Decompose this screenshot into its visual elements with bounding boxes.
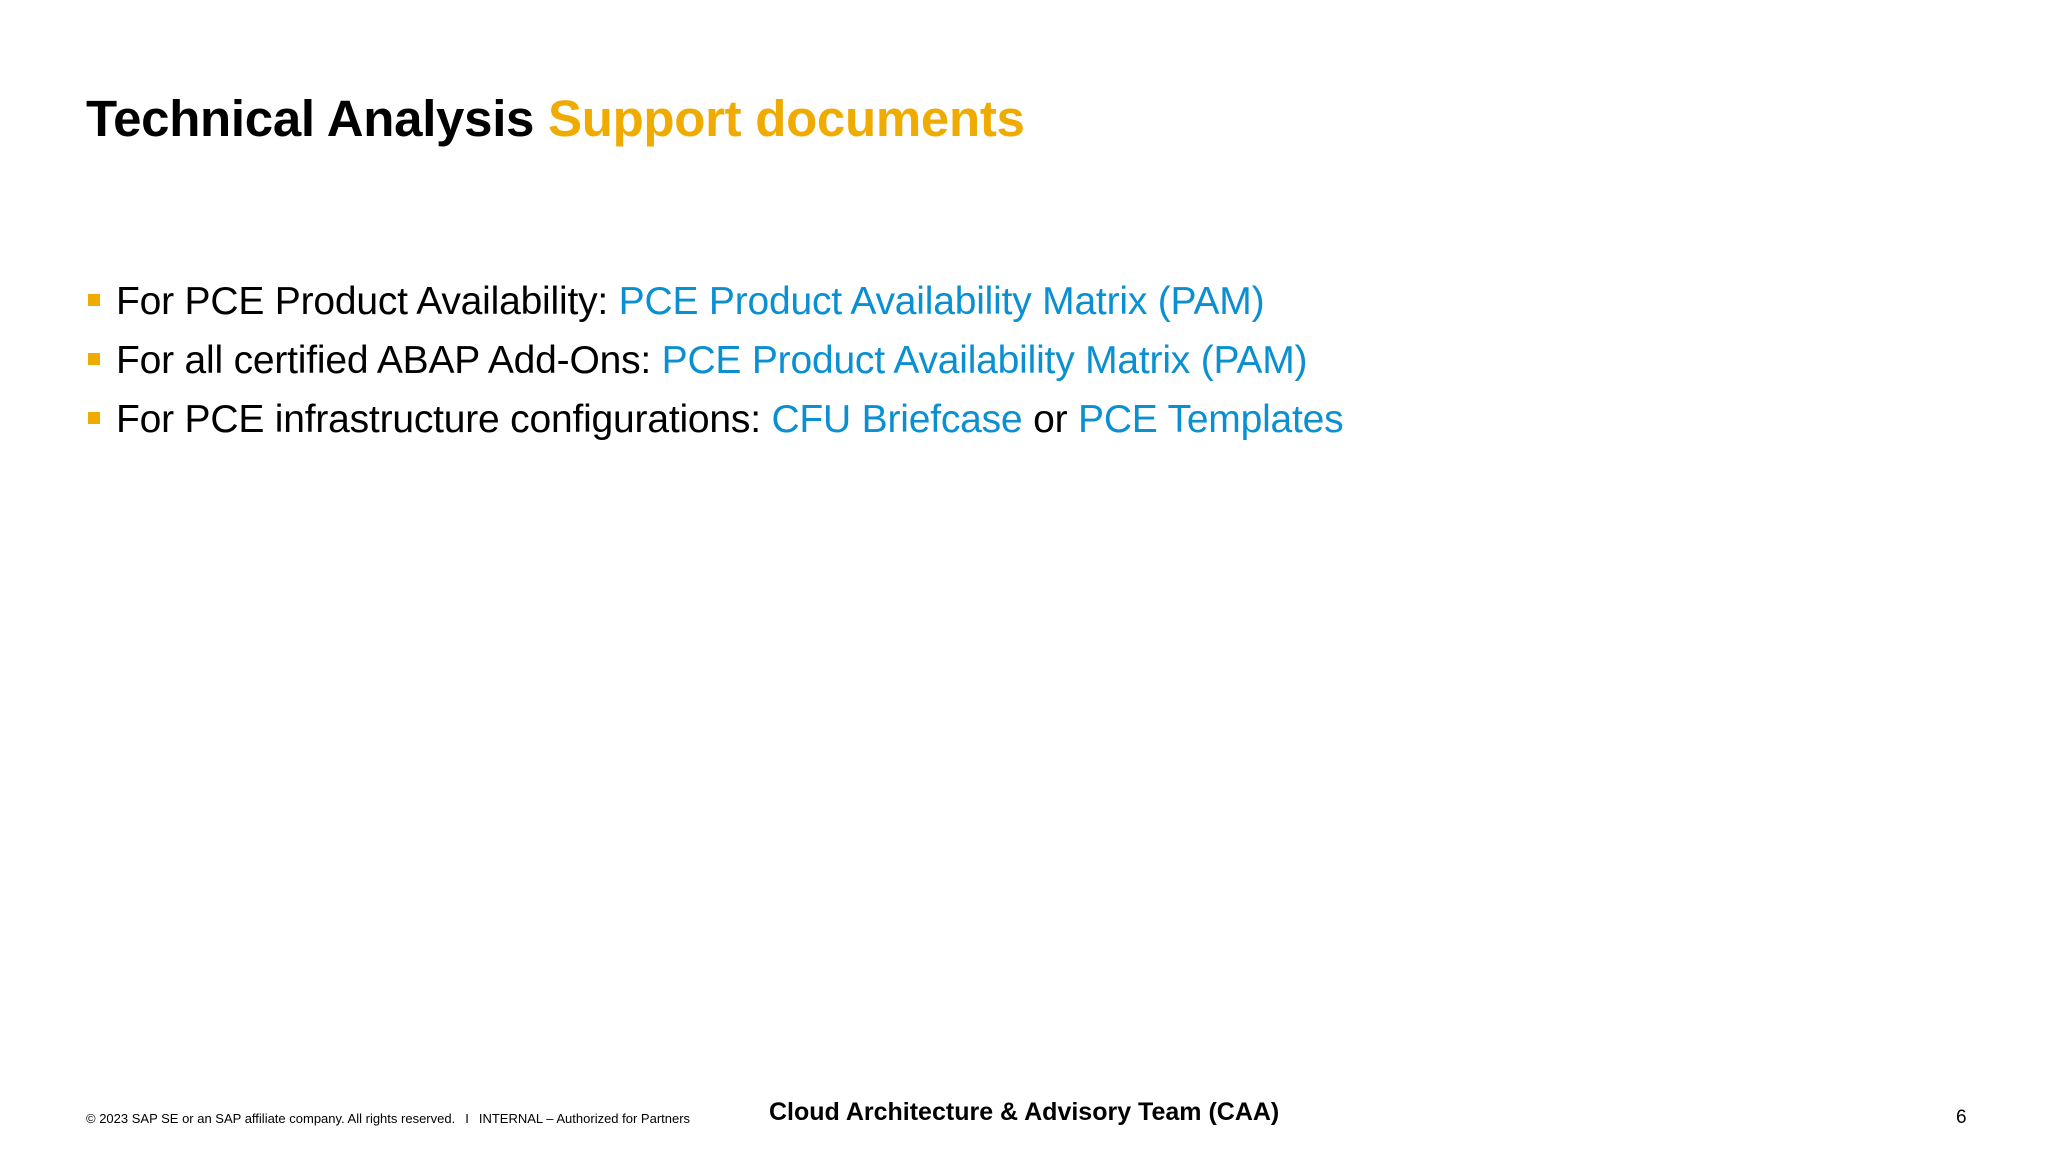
bullet-text: For all certified ABAP Add-Ons: [116, 339, 662, 382]
square-bullet-icon [88, 294, 100, 306]
square-bullet-icon [88, 412, 100, 424]
slide-title [86, 86, 1025, 152]
bullet-item-product-availability [86, 272, 1343, 331]
footer-team: Cloud Architecture & Advisory Team (CAA) [769, 1098, 1280, 1126]
cfu-briefcase-link[interactable]: CFU Briefcase [771, 398, 1023, 441]
page-number: 6 [1956, 1107, 1967, 1128]
pam-addons-link[interactable]: PCE Product Availability Matrix (PAM) [661, 339, 1308, 382]
bullet-connector: or [1022, 398, 1078, 441]
bullet-item-abap-addons [86, 331, 1343, 390]
title-main: Technical Analysis [86, 90, 535, 147]
pam-link[interactable]: PCE Product Availability Matrix (PAM) [618, 280, 1265, 323]
footer-copyright [86, 1111, 690, 1127]
square-bullet-icon [88, 353, 100, 365]
classification-text: INTERNAL – Authorized for Partners [478, 1111, 691, 1126]
copyright-text: © 2023 SAP SE or an SAP affiliate company. All rights reserved. [86, 1111, 456, 1126]
title-highlight: Support documents [548, 90, 1025, 147]
bullet-item-infrastructure [86, 390, 1343, 449]
pce-templates-link[interactable]: PCE Templates [1078, 398, 1344, 441]
bullet-list [86, 272, 1343, 449]
bullet-text: For PCE infrastructure configurations: [116, 398, 772, 441]
bullet-text: For PCE Product Availability: [116, 280, 619, 323]
footer-separator: I [465, 1111, 469, 1126]
